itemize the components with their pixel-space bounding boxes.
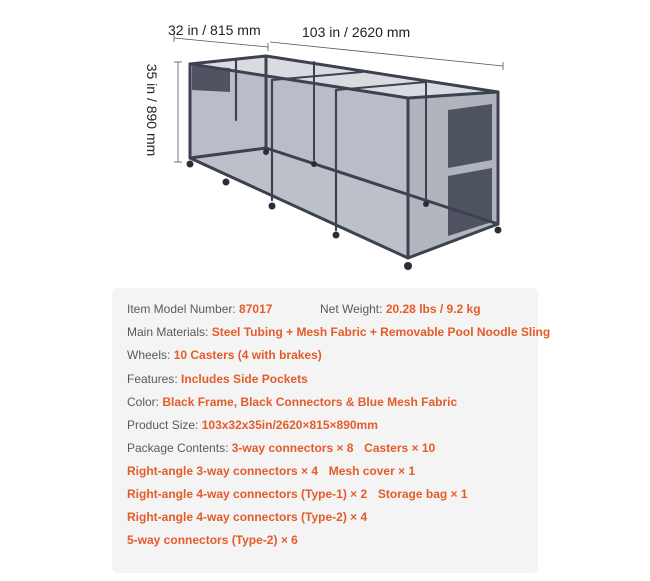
pool-storage-bin-illustration — [0, 0, 650, 285]
weight-label: Net Weight: — [320, 302, 383, 316]
spec-model-weight — [127, 302, 272, 316]
spec-contents-3 — [127, 487, 468, 501]
spec-wheels — [127, 348, 322, 362]
spec-materials — [127, 325, 550, 339]
materials-label: Main Materials: — [127, 325, 209, 339]
contents-item: 5-way connectors (Type-2) × 6 — [127, 533, 298, 547]
spec-contents-1 — [127, 441, 435, 455]
contents-item: 3-way connectors × 8 — [231, 441, 354, 455]
spec-contents-5 — [127, 533, 298, 547]
contents-item: Mesh cover × 1 — [328, 464, 416, 478]
model-value: 87017 — [239, 302, 273, 316]
product-image-area — [0, 0, 650, 285]
specifications-card — [112, 288, 551, 573]
spec-weight — [320, 302, 481, 316]
contents-item: Right-angle 3-way connectors × 4 — [127, 464, 319, 478]
weight-value: 20.28 lbs / 9.2 kg — [385, 302, 481, 316]
spec-size — [127, 418, 378, 432]
contents-item: Storage bag × 1 — [377, 487, 468, 501]
wheels-value: 10 Casters (4 with brakes) — [173, 348, 322, 362]
contents-label: Package Contents: — [127, 441, 229, 455]
color-value: Black Frame, Black Connectors & Blue Mesh Fabric — [162, 395, 458, 409]
color-label: Color: — [127, 395, 160, 409]
features-label: Features: — [127, 372, 178, 386]
length-dimension-label: 103 in / 2620 mm — [302, 24, 411, 40]
spec-features — [127, 372, 308, 386]
side-pocket-upper — [448, 104, 492, 168]
contents-item: Casters × 10 — [364, 441, 436, 455]
spec-contents-4 — [127, 510, 367, 524]
wheels-label: Wheels: — [127, 348, 171, 362]
features-value: Includes Side Pockets — [181, 372, 308, 386]
height-dimension-label: 35 in / 890 mm — [144, 63, 160, 157]
size-label: Product Size: — [127, 418, 199, 432]
spec-contents-2 — [127, 464, 415, 478]
depth-dimension-label: 32 in / 815 mm — [168, 22, 261, 38]
contents-item: Right-angle 4-way connectors (Type-1) × 2 — [127, 487, 368, 501]
materials-value: Steel Tubing + Mesh Fabric + Removable Pool Noodle Sling — [211, 325, 551, 339]
spec-color — [127, 395, 457, 409]
size-value: 103x32x35in/2620×815×890mm — [201, 418, 378, 432]
contents-item: Right-angle 4-way connectors (Type-2) × 4 — [127, 510, 368, 524]
model-label: Item Model Number: — [127, 302, 236, 316]
